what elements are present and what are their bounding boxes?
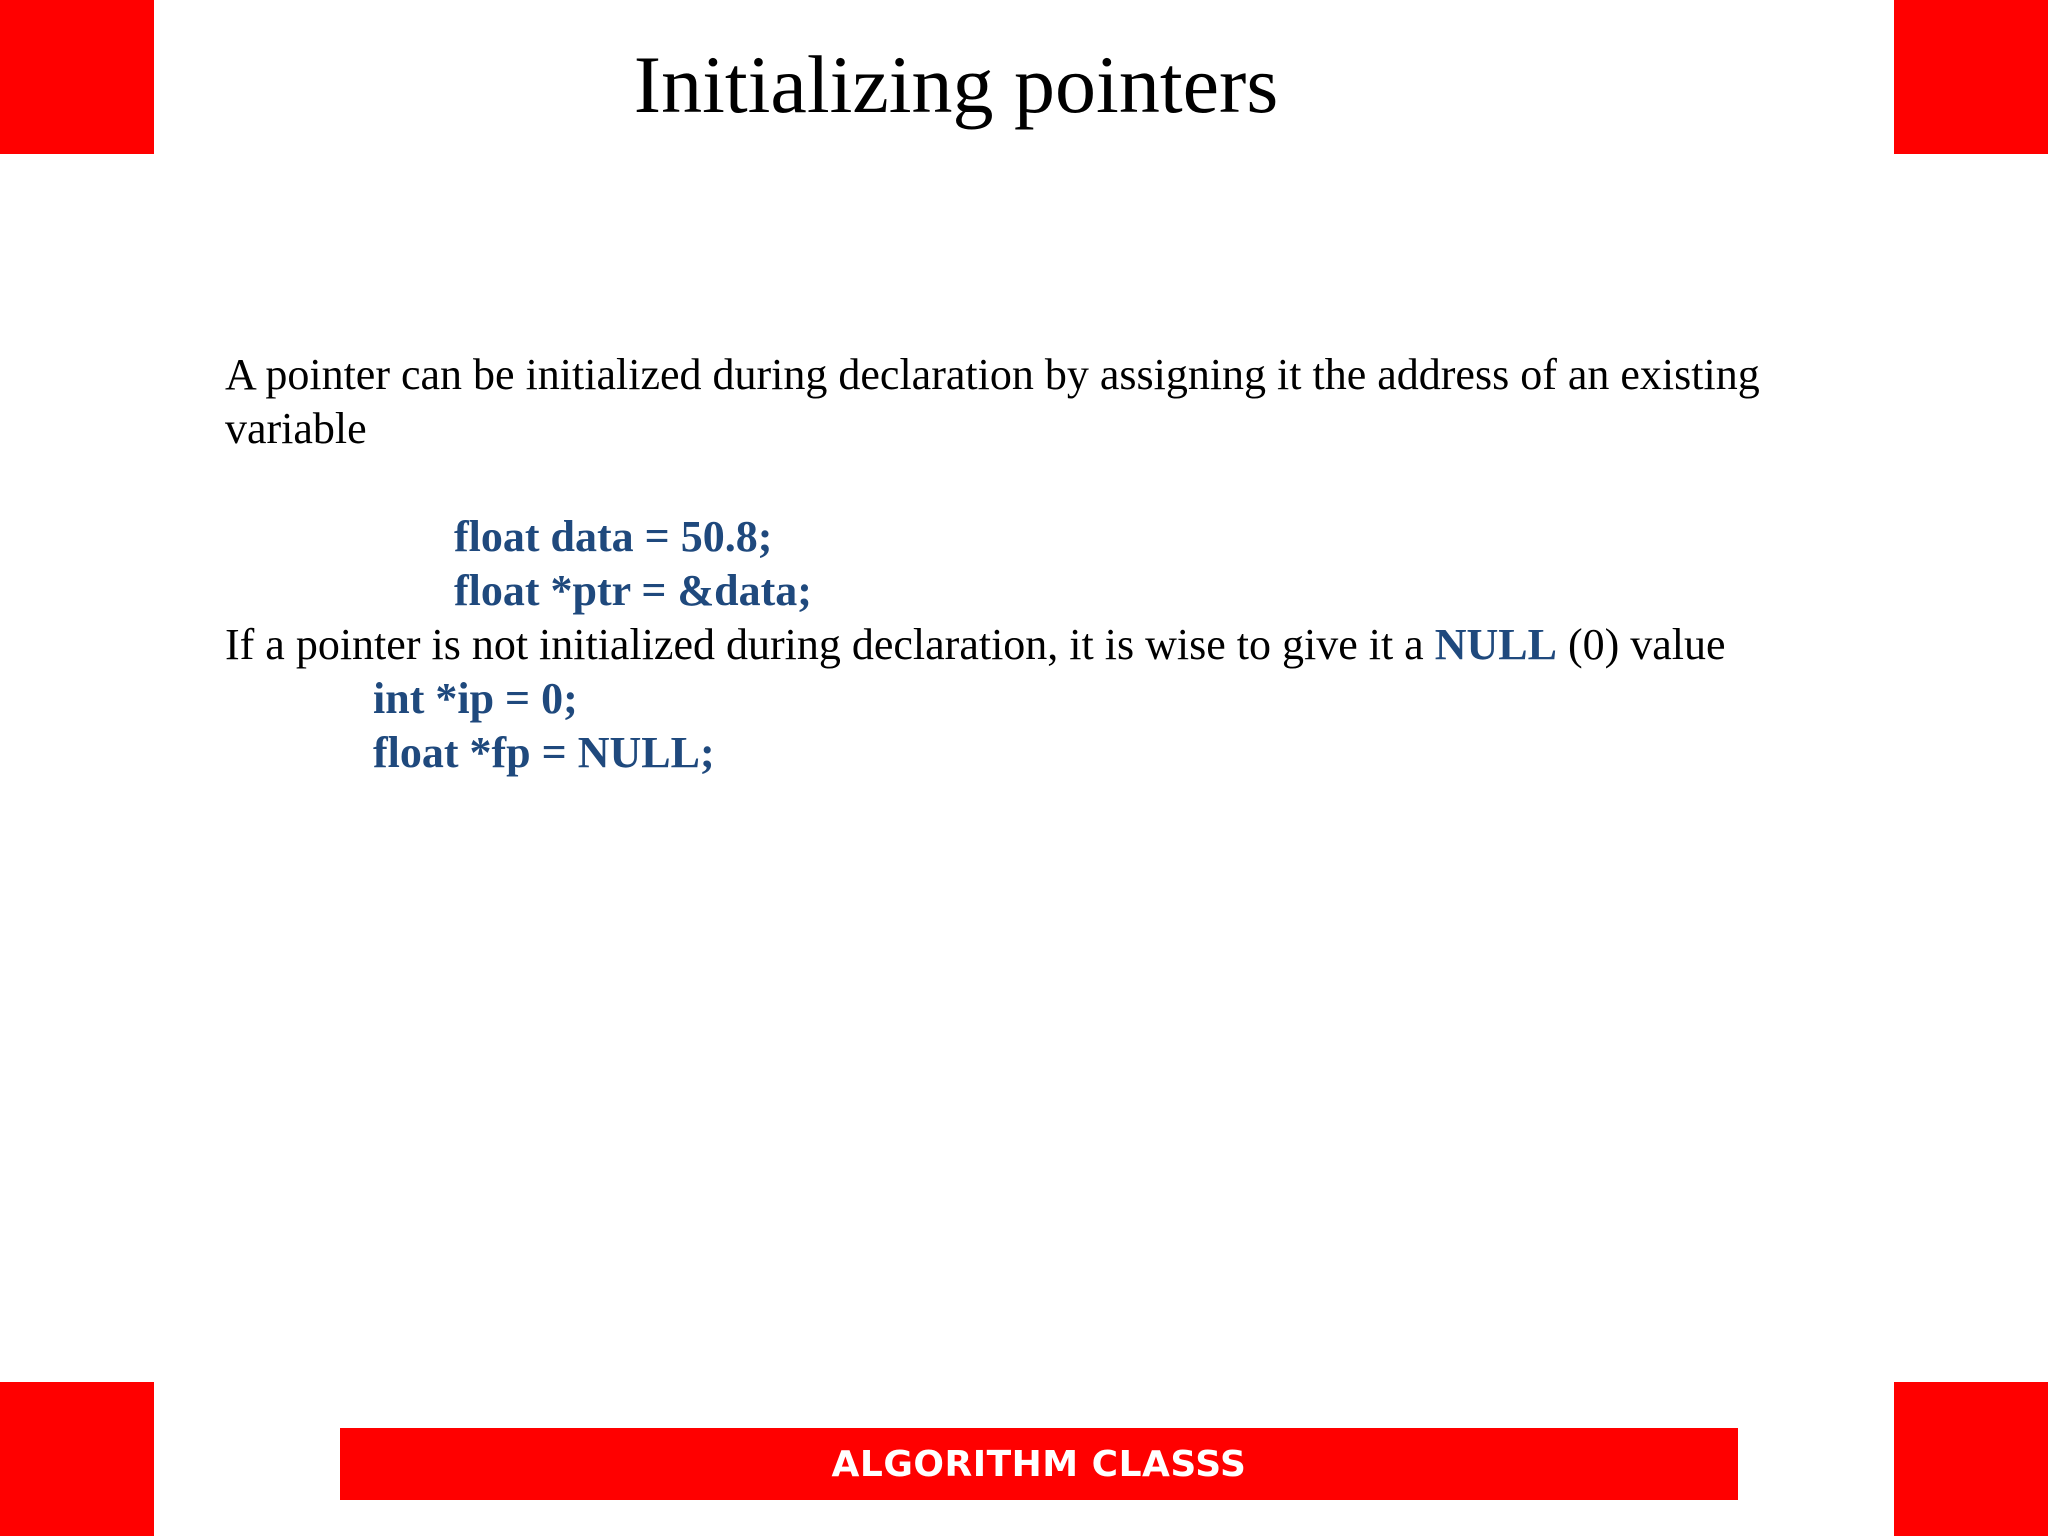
- code-line: int *ip = 0;: [373, 674, 578, 723]
- code-line: float *fp = NULL;: [373, 728, 715, 777]
- slide-body: [225, 348, 1845, 780]
- slide-title: Initializing pointers: [633, 39, 1279, 130]
- null-text-after: (0) value: [1556, 620, 1726, 669]
- code-line: float *ptr = &data;: [454, 566, 812, 615]
- corner-decoration-bottom-right: [1894, 1382, 2048, 1536]
- footer-banner: [340, 1428, 1738, 1500]
- corner-decoration-bottom-left: [0, 1382, 154, 1536]
- null-keyword: NULL: [1434, 620, 1557, 669]
- code-line: float data = 50.8;: [454, 512, 773, 561]
- footer-label: ALGORITHM CLASSS: [831, 1443, 1247, 1485]
- spacer: [225, 456, 1845, 510]
- null-text-before: If a pointer is not initialized during declaration, it is wise to give it a: [225, 620, 1435, 669]
- null-paragraph: [225, 618, 1845, 672]
- corner-decoration-top-right: [1894, 0, 2048, 154]
- intro-paragraph: A pointer can be initialized during declaration by assigning it the address of an existing variable: [225, 350, 1760, 453]
